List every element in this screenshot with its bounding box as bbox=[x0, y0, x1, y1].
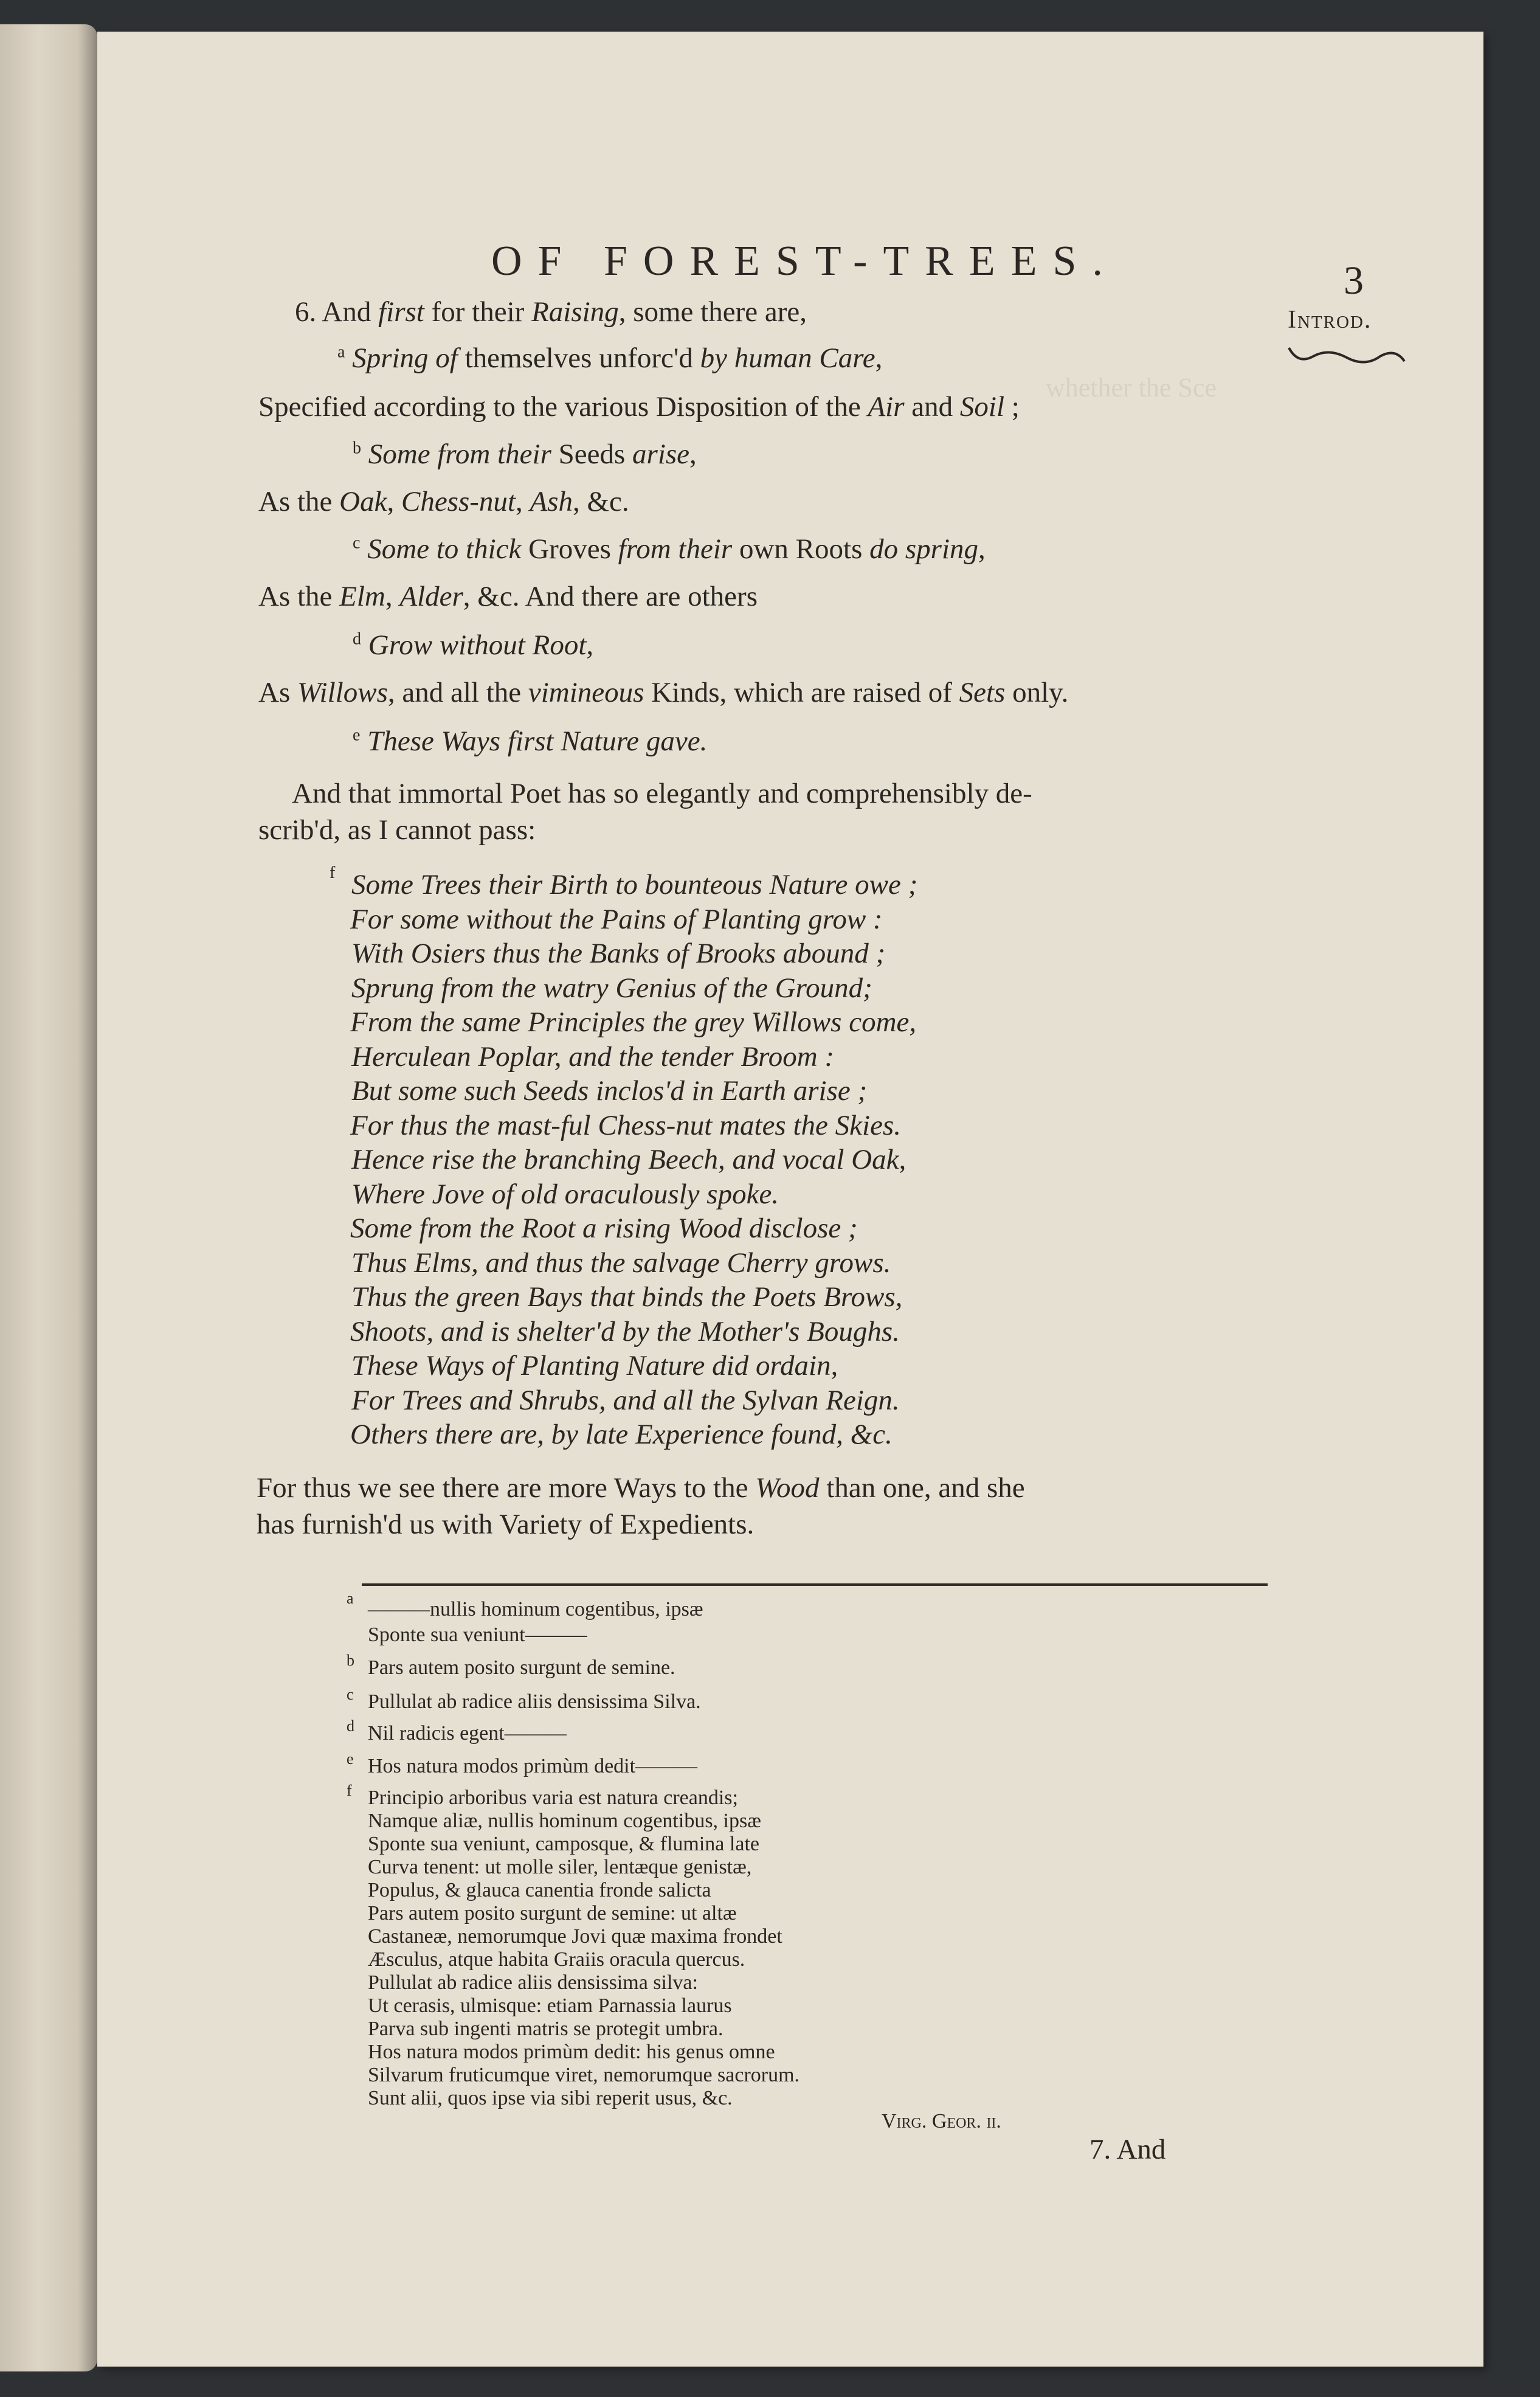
footnote-f-line: Ut cerasis, ulmisque: etiam Parnassia laurus bbox=[368, 1994, 732, 2017]
margin-label: Introd. bbox=[1288, 306, 1372, 334]
text-line: And that immortal Poet has so elegantly and comprehensibly de- bbox=[292, 778, 1032, 809]
text-line: $^d$ Grow without Root, bbox=[353, 629, 594, 661]
footnote-source: Virg. Geor. ii. bbox=[882, 2110, 1001, 2132]
poem-line: Thus Elms, and thus the salvage Cherry grows. bbox=[351, 1247, 891, 1279]
footnote-b: Pars autem posito surgunt de semine. bbox=[368, 1656, 675, 1679]
poem-line: Sprung from the watry Genius of the Ground; bbox=[351, 972, 872, 1004]
footnote-f-line: Sponte sua veniunt, camposque, & flumina late bbox=[368, 1833, 759, 1855]
poem-line: Others there are, by late Experience found, &c. bbox=[350, 1419, 893, 1450]
poem-line: Some from the Root a rising Wood disclose ; bbox=[350, 1212, 858, 1244]
poem-line: But some such Seeds inclos'd in Earth arise ; bbox=[351, 1075, 868, 1107]
footnote-f-line: Silvarum fruticumque viret, nemorumque sacrorum. bbox=[368, 2064, 800, 2086]
poem-line: For thus the mast-ful Chess-nut mates the Skies. bbox=[350, 1110, 901, 1141]
poem-footnote-marker: f bbox=[330, 863, 336, 882]
footnote-f-line: Pullulat ab radice aliis densissima silva: bbox=[368, 1971, 698, 1994]
footnote-marker: c bbox=[353, 533, 361, 553]
bleed-through-text: whether the Sce bbox=[1046, 373, 1217, 403]
footnote-e: Hos natura modos primùm dedit——— bbox=[368, 1755, 698, 1777]
footnote-c: Pullulat ab radice aliis densissima Silva. bbox=[368, 1690, 701, 1713]
footnote-marker: e bbox=[353, 725, 361, 745]
catchword: 7. And bbox=[1089, 2134, 1166, 2165]
footnote-a-line2: Sponte sua veniunt——— bbox=[368, 1624, 587, 1646]
text-line: has furnish'd us with Variety of Expedients. bbox=[257, 1509, 754, 1540]
footnote-f-line: Pars autem posito surgunt de semine: ut altæ bbox=[368, 1902, 737, 1925]
footnote-f-line: Parva sub ingenti matris se protegit umbra. bbox=[368, 2018, 723, 2040]
footnote-marker: c bbox=[347, 1686, 354, 1703]
text-line: $^a$ Spring of themselves unforc'd by human Care, bbox=[337, 342, 883, 374]
poem-line: Some Trees their Birth to bounteous Nature owe ; bbox=[351, 869, 918, 901]
footnote-marker: d bbox=[353, 629, 361, 649]
text-line: For thus we see there are more Ways to the Wood than one, and she bbox=[257, 1472, 1025, 1504]
flourish-ornament bbox=[1286, 343, 1407, 367]
footnote-marker: b bbox=[347, 1652, 354, 1669]
page-number: 3 bbox=[1344, 258, 1364, 303]
text-line: As the Oak, Chess-nut, Ash, &c. bbox=[258, 486, 629, 517]
poem-line: With Osiers thus the Banks of Brooks abound ; bbox=[351, 938, 886, 969]
footnote-marker: f bbox=[347, 1782, 352, 1799]
poem-line: Hence rise the branching Beech, and vocal Oak, bbox=[351, 1144, 906, 1175]
text-line: As Willows, and all the vimineous Kinds, which are raised of Sets only. bbox=[258, 677, 1069, 708]
footnote-d: Nil radicis egent——— bbox=[368, 1722, 567, 1745]
text-line: $^c$ Some to thick Groves from their own Roots do spring, bbox=[353, 533, 986, 565]
footnote-f-line: Sunt alii, quos ipse via sibi reperit usus, &c. bbox=[368, 2087, 733, 2109]
footnote-f-line: Castaneæ, nemorumque Jovi quæ maxima frondet bbox=[368, 1925, 782, 1948]
poem-line: For Trees and Shrubs, and all the Sylvan Reign. bbox=[351, 1385, 900, 1416]
text-line: As the Elm, Alder, &c. And there are others bbox=[258, 581, 758, 612]
book-page bbox=[97, 32, 1483, 2367]
footnote-f-line: Principio arboribus varia est natura creandis; bbox=[368, 1787, 738, 1809]
footnote-rule bbox=[362, 1583, 1268, 1586]
facing-page-edge bbox=[0, 24, 97, 2371]
footnote-f-line: Æsculus, atque habita Graiis oracula quercus. bbox=[368, 1948, 745, 1971]
poem-line: From the same Principles the grey Willows come, bbox=[350, 1006, 917, 1038]
footnote-marker: b bbox=[353, 438, 361, 458]
running-title: OF FOREST-TREES. bbox=[491, 238, 1119, 285]
footnote-marker: e bbox=[347, 1750, 354, 1768]
footnote-f-line: Curva tenent: ut molle siler, lentæque genistæ, bbox=[368, 1856, 752, 1878]
text-line: $^e$ These Ways first Nature gave. bbox=[353, 725, 708, 757]
footnote-marker: a bbox=[337, 342, 345, 362]
footnote-marker: a bbox=[347, 1589, 354, 1607]
poem-line: Where Jove of old oraculously spoke. bbox=[351, 1178, 779, 1210]
poem-line: Herculean Poplar, and the tender Broom : bbox=[351, 1041, 835, 1073]
poem-line: For some without the Pains of Planting grow : bbox=[350, 904, 883, 935]
footnote-marker: d bbox=[347, 1717, 354, 1735]
text-line: 6. And first for their Raising, some there are, bbox=[295, 296, 807, 328]
footnote-f-line: Hos natura modos primùm dedit: his genus omne bbox=[368, 2041, 775, 2063]
text-line: $^b$ Some from their Seeds arise, bbox=[353, 438, 697, 470]
footnote-a-line1: ———nullis hominum cogentibus, ipsæ bbox=[368, 1598, 703, 1620]
footnote-f-line: Populus, & glauca canentia fronde salicta bbox=[368, 1879, 711, 1901]
footnote-f-line: Namque aliæ, nullis hominum cogentibus, ipsæ bbox=[368, 1810, 761, 1832]
text-line: Specified according to the various Disposition of the Air and Soil ; bbox=[258, 391, 1020, 423]
poem-line: Shoots, and is shelter'd by the Mother's Boughs. bbox=[350, 1316, 900, 1347]
text-line: scrib'd, as I cannot pass: bbox=[258, 814, 536, 846]
poem-line: These Ways of Planting Nature did ordain, bbox=[351, 1350, 838, 1382]
poem-line: Thus the green Bays that binds the Poets Brows, bbox=[351, 1281, 903, 1313]
